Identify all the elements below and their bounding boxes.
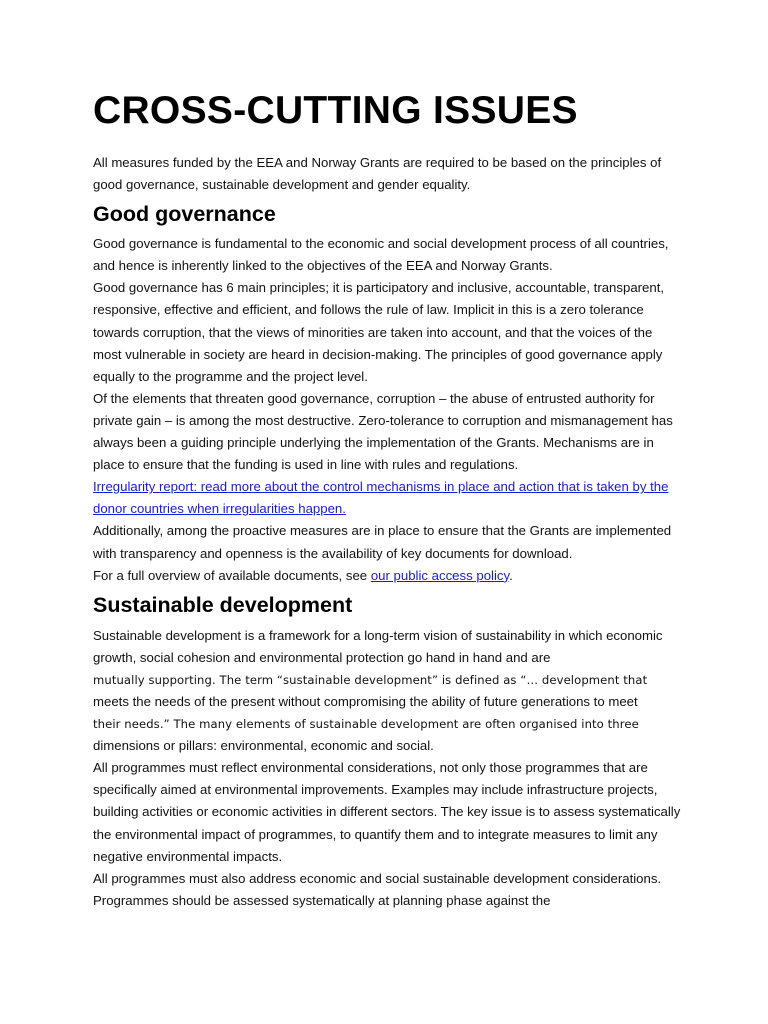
sustainable-development-paragraph-2: All programmes must reflect environmental considerations, not only those programmes that are specifically aimed at environmental improvements. Examples may include infrastructure projects, building activities or economic activities in different sectors. The key issue is to assess systematically the environmental impact of programmes, to quantify them and to integrate measures to limit any negative environmental impacts. bbox=[93, 760, 681, 864]
intro-paragraph: All measures funded by the EEA and Norway Grants are required to be based on the principles of good governance, sustainable development and gender equality. bbox=[93, 155, 662, 193]
sustainable-development-paragraph-1 bbox=[93, 625, 683, 758]
good-governance-paragraph-4: Additionally, among the proactive measures are in place to ensure that the Grants are implemented with transparency and openness is the availability of key documents for download. bbox=[93, 523, 672, 561]
sd-p1-narrow-a: mutually supporting. The term “sustainable development” is defined as “… development that bbox=[93, 672, 648, 687]
irregularity-report-link[interactable]: Irregularity report: read more about the control mechanisms in place and action that is taken by the donor countries when irregularities happen. bbox=[93, 479, 669, 517]
sd-p1-mid: meets the needs of the present without compromising the ability of future generations to meet bbox=[93, 693, 638, 709]
sustainable-development-section bbox=[93, 625, 683, 912]
irregularity-link-paragraph bbox=[93, 476, 683, 520]
sd-p1-narrow-b: their needs.” The many elements of sustainable development are often organised into three bbox=[93, 717, 639, 732]
good-governance-heading: Good governance bbox=[93, 202, 276, 227]
sustainable-development-heading: Sustainable development bbox=[93, 592, 353, 617]
good-governance-paragraph-2: Good governance has 6 main principles; it is participatory and inclusive, accountable, transparent, responsive, effective and efficient, and follows the rule of law. Implicit in this is a zero tolerance towards corruption, that the views of minorities are taken into account, and that the voices of the most vulnerable in society are heard in decision-making. The principles of good governance apply equally to the programme and the project level. bbox=[93, 280, 665, 384]
access-policy-suffix: . bbox=[509, 567, 513, 583]
good-governance-section bbox=[93, 233, 683, 587]
document-page bbox=[93, 88, 683, 912]
sd-p1-end: dimensions or pillars: environmental, economic and social. bbox=[93, 738, 434, 754]
good-governance-paragraph-5 bbox=[93, 565, 683, 587]
sd-p1-start: Sustainable development is a framework for a long-term vision of sustainability in which economic growth, social cohesion and environmental protection go hand in hand and are bbox=[93, 627, 663, 665]
public-access-policy-link[interactable]: our public access policy bbox=[370, 567, 510, 583]
sustainable-development-paragraph-3: All programmes must also address economic and social sustainable development considerations. Programmes should be assessed systematically at planning phase against the bbox=[93, 870, 662, 908]
access-policy-prefix: For a full overview of available documents, see bbox=[93, 567, 371, 583]
good-governance-paragraph-1: Good governance is fundamental to the economic and social development process of all countries, and hence is inherently linked to the objectives of the EEA and Norway Grants. bbox=[93, 236, 669, 274]
good-governance-paragraph-3: Of the elements that threaten good governance, corruption – the abuse of entrusted authority for private gain – is among the most destructive. Zero-tolerance to corruption and mismanagement has always been a guiding principle underlying the implementation of the Grants. Mechanisms are in place to ensure that the funding is used in line with rules and regulations. bbox=[93, 390, 673, 473]
page-title: CROSS-CUTTING ISSUES bbox=[93, 89, 578, 132]
